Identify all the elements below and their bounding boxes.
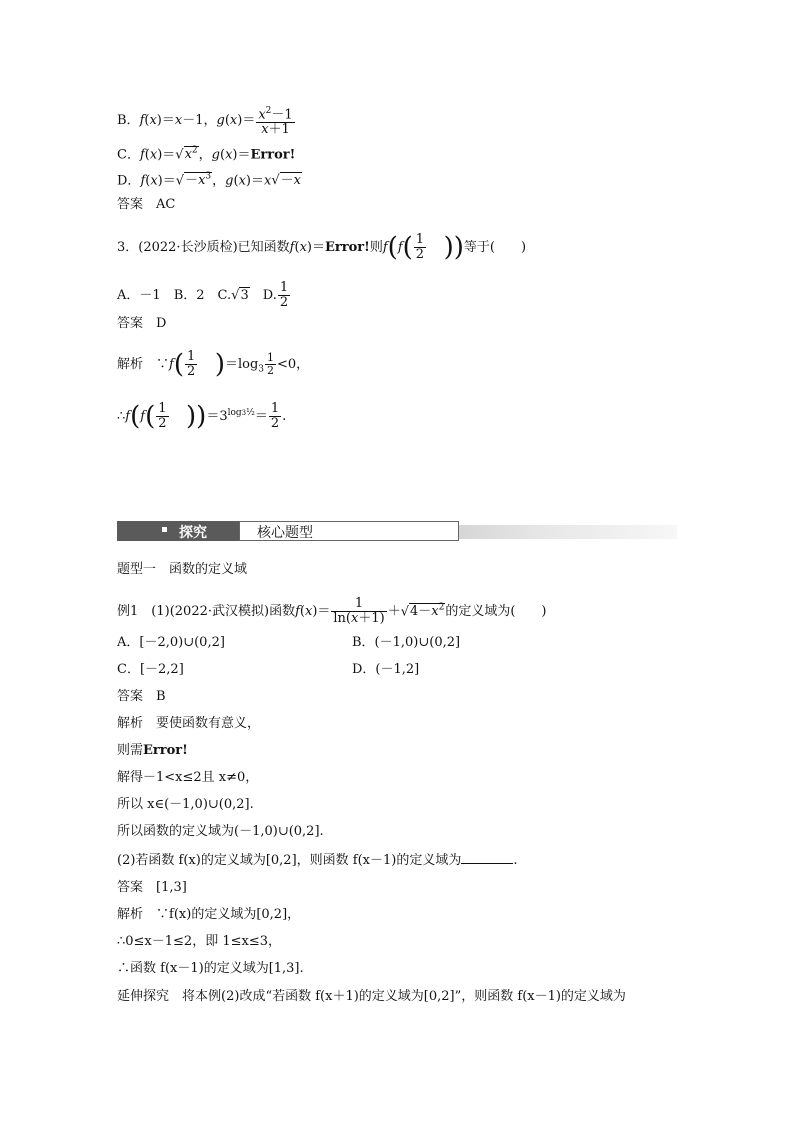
q2-option-b: B．f(x)＝x－1，g(x)＝ $\frac{x^2-1}{x+1}$ <box>117 106 293 138</box>
example1-analysis-4: 所以 x∈(－1,0)∪(0,2]. <box>117 797 254 812</box>
example1-option-a: A．[－2,0)∪(0,2] <box>117 635 225 650</box>
fraction: $\frac{x^2-1}{x+1}$ <box>258 106 293 138</box>
sqrt-sign: $√x^2$ <box>175 146 198 163</box>
q3-answer: 答案 D <box>117 316 167 331</box>
type1-heading: 题型一 函数的定义域 <box>117 562 248 577</box>
q3-analysis-1: 解析 ∵f( $\frac{1}{2}$ )$=\log_3$ $\frac{1}{2}$ <0， <box>117 349 310 380</box>
example1-answer2: 答案 [1,3] <box>117 880 187 895</box>
q3-analysis-2: ∴f(f( $\frac{1}{2}$ ))$=3^{log3\frac{1}{2}}=$ $\frac{1}{2}$ . <box>117 401 287 432</box>
example1-option-c: C．[－2,2] <box>117 662 184 677</box>
answer-blank <box>461 850 513 864</box>
section-banner <box>117 521 677 543</box>
q2-answer: 答案 AC <box>117 197 176 212</box>
banner-tag: 探究 <box>179 525 207 541</box>
square-bullet-icon <box>162 527 167 532</box>
example1-analysis-2: 则需Error! <box>117 743 188 758</box>
q3-stem: 3．(2022·长沙质检)已知函数f(x)＝Error!则f(f( $\frac{1}{2}$ ))等于( ) <box>117 232 527 263</box>
example1-analysis2-1: 解析 ∵f(x)的定义域为[0,2]， <box>117 907 301 922</box>
q2-option-c: C．$f(x)=√x^2$，g(x)＝Error! <box>117 142 295 164</box>
example1-option-b: B．(－1,0)∪(0,2] <box>352 635 461 650</box>
example1-stem: 例1 (1)(2022·武汉模拟)函数f(x)＝ $\frac{1}{\ln(x+1)}$ $+√4-x^2$的定义域为( ) <box>117 596 547 626</box>
q2-option-d: D．$f(x)=√-x^3$，g(x)＝x√－x <box>117 172 301 189</box>
example1-answer: 答案 B <box>117 689 166 704</box>
banner-title: 核心题型 <box>257 525 313 541</box>
example1-analysis-1: 解析 要使函数有意义， <box>117 716 261 731</box>
example1-analysis-5: 所以函数的定义域为(－1,0)∪(0,2]. <box>117 824 324 839</box>
example1-analysis2-3: ∴函数 f(x－1)的定义域为[1,3]. <box>117 961 304 976</box>
example1-analysis-3: 解得－1<x≤2且 x≠0， <box>117 770 259 785</box>
example1-option-d: D．(－1,2] <box>352 662 420 677</box>
example1-part2: (2)若函数 f(x)的定义域为[0,2]，则函数 f(x－1)的定义域为 . <box>117 850 517 870</box>
extension-inquiry: 延伸探究 将本例(2)改成“若函数 f(x＋1)的定义域为[0,2]”，则函数 f(x－1)的定义域为 <box>117 989 626 1004</box>
example1-analysis2-2: ∴0≤x－1≤2，即 1≤x≤3， <box>117 934 281 949</box>
q3-options: A．－1 B．2 C.√3 D. $\frac{1}{2}$ <box>117 280 289 310</box>
